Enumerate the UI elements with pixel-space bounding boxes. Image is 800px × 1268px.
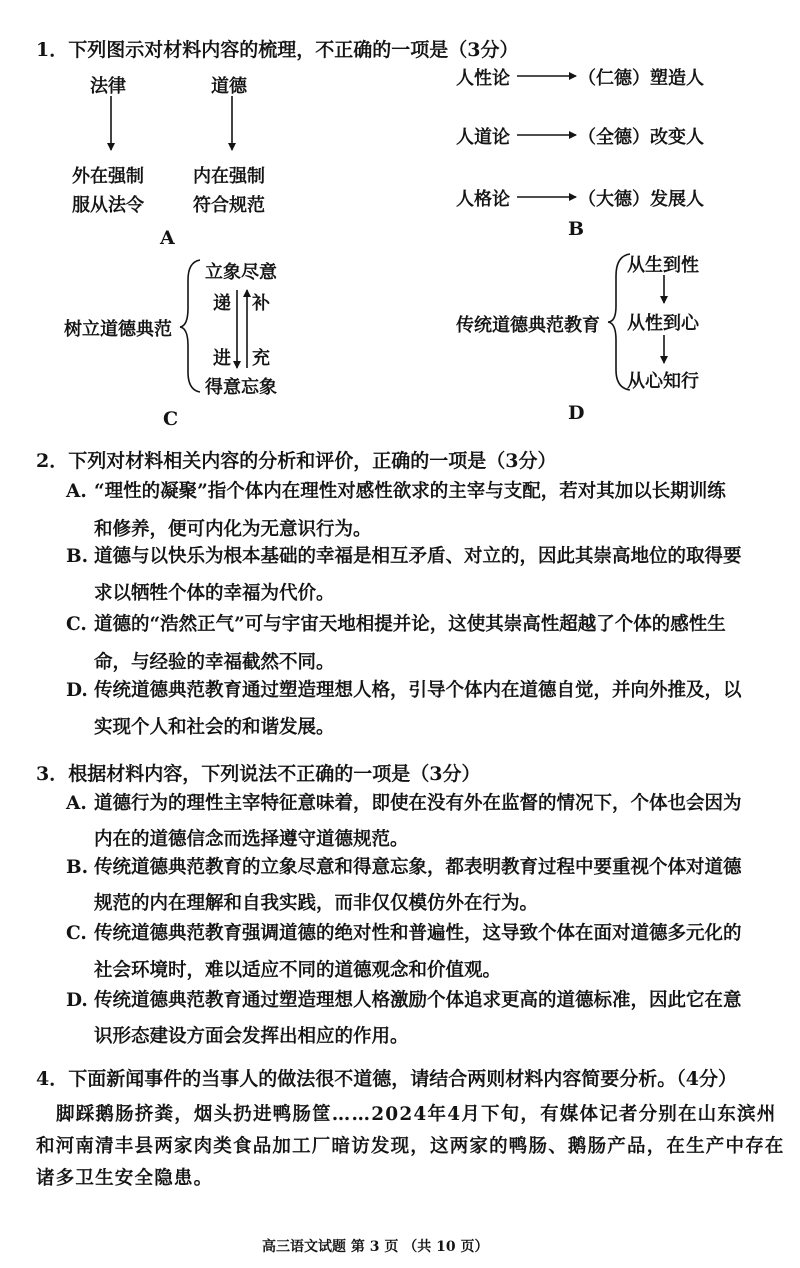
diagram-d-step-3: 从心知行 xyxy=(627,371,699,392)
diagram-a-left-top: 法律 xyxy=(90,76,126,97)
q3-option-b xyxy=(66,851,776,885)
option-text: 道德与以快乐为根本基础的幸福是相互矛盾、对立的，因此其崇高地位的取得要 xyxy=(94,546,742,567)
option-text: “理性的凝聚”指个体内在理性对感性欲求的主宰与支配，若对其加以长期训练 xyxy=(94,481,726,502)
q4-stem: 4．下面新闻事件的当事人的做法很不道德，请结合两则材料内容简要分析。（4分） xyxy=(36,1068,737,1090)
option-label: B. xyxy=(66,546,89,567)
diagram-a-right-bottom-1: 内在强制 xyxy=(193,166,265,187)
q3-option-a xyxy=(66,787,776,821)
diagram-a-right-bottom-2: 符合规范 xyxy=(193,195,265,216)
q3-stem: 3．根据材料内容，下列说法不正确的一项是（3分） xyxy=(36,763,481,785)
option-text: 道德的“浩然正气”可与宇宙天地相提并论，这使其崇高性超越了个体的感性生 xyxy=(94,614,726,635)
diagram-d-step-1: 从生到性 xyxy=(627,255,699,276)
option-label: D. xyxy=(66,680,88,701)
diagram-b-left-2: 人道论 xyxy=(456,127,510,148)
q2-option-a xyxy=(66,475,776,509)
diagram-c-left-v1: 递 xyxy=(213,293,231,314)
option-text: 传统道德典范教育通过塑造理想人格，引导个体内在道德自觉，并向外推及，以 xyxy=(94,680,742,701)
option-text: 传统道德典范教育强调道德的绝对性和普遍性，这导致个体在面对道德多元化的 xyxy=(94,923,742,944)
diagram-c-root: 树立道德典范 xyxy=(64,319,172,340)
diagram-b-right-3: （大德）发展人 xyxy=(578,189,704,210)
diagram-b-left-3: 人格论 xyxy=(456,189,510,210)
diagram-c-right-v2: 充 xyxy=(252,348,270,369)
q1-stem: 1．下列图示对材料内容的梳理，不正确的一项是（3分） xyxy=(36,39,519,61)
q2-option-d-cont: 实现个人和社会的和谐发展。 xyxy=(94,717,335,738)
q2-option-b xyxy=(66,540,776,574)
q2-stem: 2．下列对材料相关内容的分析和评价，正确的一项是（3分） xyxy=(36,450,557,472)
option-label: A. xyxy=(66,481,87,502)
diagram-b-right-1: （仁德）塑造人 xyxy=(578,68,704,89)
diagram-c-right-v1: 补 xyxy=(252,293,270,314)
option-text: 道德行为的理性主宰特征意味着，即使在没有外在监督的情况下，个体也会因为 xyxy=(94,793,742,814)
q3-option-d-cont: 识形态建设方面会发挥出相应的作用。 xyxy=(94,1026,409,1047)
diagram-d-caption: D xyxy=(568,402,585,424)
q3-option-d xyxy=(66,984,776,1018)
q3-option-c-cont: 社会环境时，难以适应不同的道德观念和价值观。 xyxy=(94,960,502,981)
option-label: C. xyxy=(66,614,87,635)
diagram-c-bottom: 得意忘象 xyxy=(205,377,277,398)
diagram-b-left-1: 人性论 xyxy=(456,68,510,89)
diagram-a-left-bottom-1: 外在强制 xyxy=(72,166,144,187)
q4-news-line-1: 脚踩鹅肠挤粪，烟头扔进鸭肠筐……2024年4月下旬，有媒体记者分别在山东滨州 xyxy=(56,1104,777,1125)
q2-option-c xyxy=(66,608,776,642)
diagram-d-step-2: 从性到心 xyxy=(627,313,699,334)
option-label: B. xyxy=(66,857,89,878)
q2-option-b-cont: 求以牺牲个体的幸福为代价。 xyxy=(94,583,335,604)
q3-option-b-cont: 规范的内在理解和自我实践，而非仅仅模仿外在行为。 xyxy=(94,893,539,914)
diagram-c-caption: C xyxy=(163,408,179,430)
diagram-d-root: 传统道德典范教育 xyxy=(456,315,600,336)
q2-option-c-cont: 命，与经验的幸福截然不同。 xyxy=(94,652,335,673)
option-label: A. xyxy=(66,793,87,814)
diagram-c-top: 立象尽意 xyxy=(205,262,277,283)
option-label: D. xyxy=(66,990,88,1011)
page-footer: 高三语文试题 第 3 页 （共 10 页） xyxy=(262,1239,489,1255)
diagram-b-right-2: （全德）改变人 xyxy=(578,127,704,148)
diagram-b-caption: B xyxy=(568,218,585,240)
q3-option-c xyxy=(66,917,776,951)
q2-option-a-cont: 和修养，便可内化为无意识行为。 xyxy=(94,519,372,540)
option-label: C. xyxy=(66,923,87,944)
q2-option-d xyxy=(66,674,776,708)
diagram-c-left-v2: 进 xyxy=(213,348,231,369)
diagram-a-caption: A xyxy=(160,227,175,249)
brace-c xyxy=(180,260,200,392)
q3-option-a-cont: 内在的道德信念而选择遵守道德规范。 xyxy=(94,829,409,850)
diagram-a-right-top: 道德 xyxy=(211,76,247,97)
q4-news-line-2: 和河南清丰县两家肉类食品加工厂暗访发现，这两家的鸭肠、鹅肠产品，在生产中存在 xyxy=(36,1136,785,1157)
q4-news-line-3: 诸多卫生安全隐患。 xyxy=(36,1168,214,1189)
diagram-a-left-bottom-2: 服从法令 xyxy=(72,195,144,216)
option-text: 传统道德典范教育通过塑造理想人格激励个体追求更高的道德标准，因此它在意 xyxy=(94,990,742,1011)
option-text: 传统道德典范教育的立象尽意和得意忘象，都表明教育过程中要重视个体对道德 xyxy=(94,857,742,878)
